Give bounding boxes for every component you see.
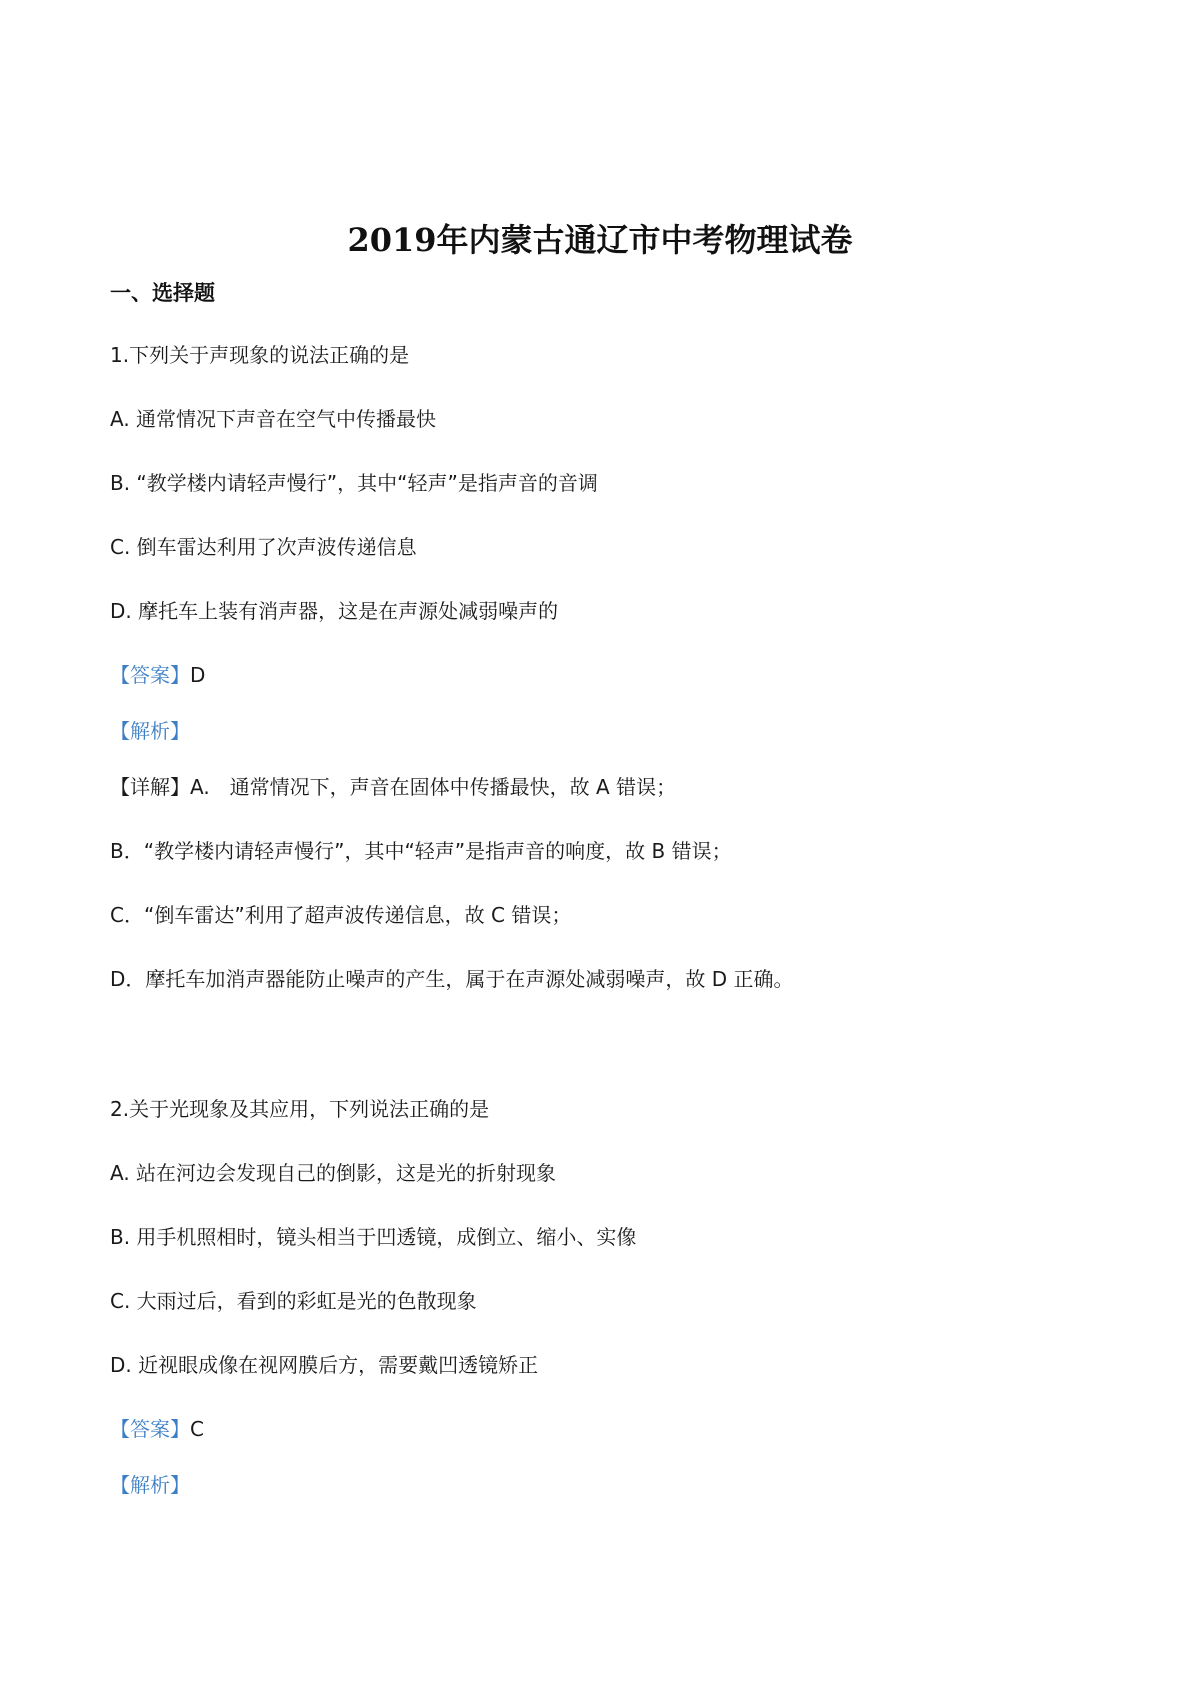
question-2-stem: 2.关于光现象及其应用，下列说法正确的是	[110, 1097, 490, 1121]
question-1-stem: 1.下列关于声现象的说法正确的是	[110, 343, 410, 367]
document-title: 2019年内蒙古通辽市中考物理试卷	[347, 221, 853, 259]
question-2-analysis-label	[110, 1470, 190, 1500]
analysis-label: 【解析】	[110, 719, 190, 743]
question-1-detail-d: D．摩托车加消声器能防止噪声的产生，属于在声源处减弱噪声，故 D 正确。	[110, 967, 794, 991]
section-heading: 一、选择题	[110, 281, 215, 305]
detail-label: 【详解】	[110, 775, 190, 799]
answer-value: D	[190, 663, 206, 687]
detail-line-a: A. 通常情况下，声音在固体中传播最快，故 A 错误；	[190, 775, 677, 799]
question-1-detail-a	[110, 772, 676, 802]
question-2-option-b: B. 用手机照相时，镜头相当于凹透镜，成倒立、缩小、实像	[110, 1225, 637, 1249]
analysis-label: 【解析】	[110, 1473, 190, 1497]
question-1-option-d: D. 摩托车上装有消声器，这是在声源处减弱噪声的	[110, 599, 559, 623]
question-1-option-a: A. 通常情况下声音在空气中传播最快	[110, 407, 437, 431]
question-1-option-b: B. “教学楼内请轻声慢行”，其中“轻声”是指声音的音调	[110, 471, 598, 495]
answer-label: 【答案】	[110, 1417, 190, 1441]
question-2-option-c: C. 大雨过后，看到的彩虹是光的色散现象	[110, 1289, 477, 1313]
question-2-option-a: A. 站在河边会发现自己的倒影，这是光的折射现象	[110, 1161, 557, 1185]
question-1-answer	[110, 660, 205, 690]
question-2-answer	[110, 1414, 204, 1444]
question-1-option-c: C. 倒车雷达利用了次声波传递信息	[110, 535, 417, 559]
question-1-detail-b: B．“教学楼内请轻声慢行”，其中“轻声”是指声音的响度，故 B 错误；	[110, 839, 732, 863]
answer-label: 【答案】	[110, 663, 190, 687]
question-1-detail-c: C．“倒车雷达”利用了超声波传递信息，故 C 错误；	[110, 903, 572, 927]
question-2-option-d: D. 近视眼成像在视网膜后方，需要戴凹透镜矫正	[110, 1353, 539, 1377]
question-1-analysis-label	[110, 716, 190, 746]
answer-value: C	[190, 1417, 204, 1441]
